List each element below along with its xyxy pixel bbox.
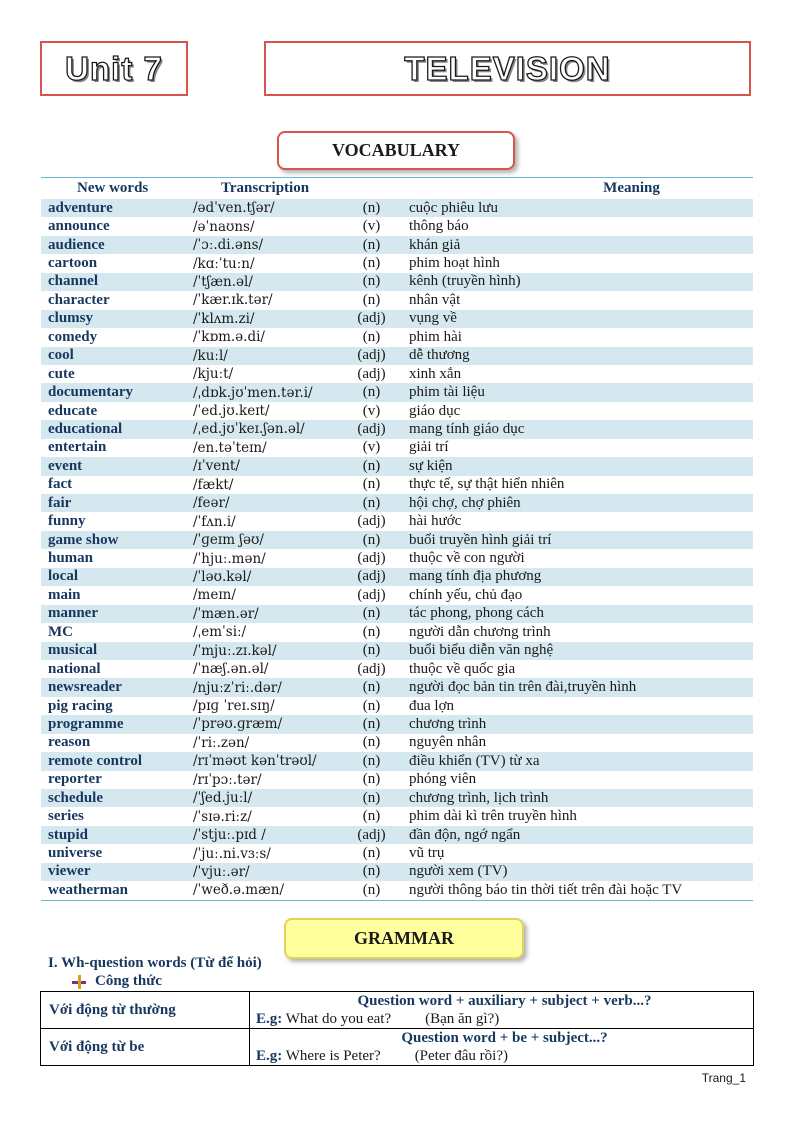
- vocab-word: stupid: [48, 826, 89, 843]
- vocab-pos: (adj): [357, 365, 386, 382]
- vocab-transcription: /ˈsɪə.riːz/: [193, 808, 252, 825]
- vocab-transcription: /ˈfʌn.i/: [193, 513, 236, 530]
- vocab-row: [41, 678, 753, 696]
- vocab-word: announce: [48, 218, 110, 235]
- vocab-word: comedy: [48, 328, 98, 345]
- vocab-row: [41, 605, 753, 623]
- vocab-transcription: /ˈɡeɪm ʃəʊ/: [193, 532, 264, 549]
- vocab-transcription: /kuːl/: [193, 347, 228, 364]
- vocab-meaning: đần độn, ngớ ngẩn: [409, 826, 521, 843]
- vocab-transcription: /fækt/: [193, 476, 234, 493]
- vocab-word: newsreader: [48, 679, 122, 696]
- vocab-meaning: người thông báo tin thời tiết trên đài hoặc TV: [409, 881, 683, 898]
- vocab-row: [41, 512, 753, 530]
- vocab-pos: (n): [362, 734, 381, 751]
- vocab-meaning: khán giả: [409, 236, 461, 253]
- vocab-meaning: buổi biểu diễn văn nghệ: [409, 642, 554, 659]
- vocab-pos: (adj): [357, 660, 386, 677]
- grammar-row-label: Với động từ be: [41, 1029, 250, 1066]
- vocab-pos: (n): [362, 845, 381, 862]
- vocab-word: reason: [48, 734, 91, 751]
- vocab-word: main: [48, 586, 81, 603]
- wh-question-heading: I. Wh-question words (Từ để hỏi): [48, 955, 262, 971]
- grammar-formula: Question word + auxiliary + subject + verb...?: [357, 993, 652, 1009]
- vocab-row: [41, 365, 753, 383]
- vocab-meaning: thuộc về quốc gia: [409, 660, 516, 677]
- unit-box: [40, 41, 188, 96]
- vocab-transcription: /ˌemˈsiː/: [193, 624, 247, 641]
- vocab-row: [41, 549, 753, 567]
- vocab-meaning: chính yếu, chủ đạo: [409, 586, 523, 603]
- vocab-pos: (n): [362, 605, 381, 622]
- vocab-pos: (v): [362, 218, 381, 235]
- grammar-row-label: Với động từ thường: [41, 992, 250, 1029]
- grammar-example: E.g: Where is Peter? (Peter đâu rồi?): [256, 1048, 508, 1064]
- vocab-transcription: /ˌdɒk.jʊˈmen.tər.i/: [193, 384, 313, 401]
- grammar-row: [41, 1029, 754, 1066]
- vocab-transcription: /ɪˈvent/: [193, 458, 240, 475]
- col-new-words: New words: [77, 180, 149, 196]
- vocab-meaning: mang tính địa phương: [409, 568, 542, 585]
- vocab-transcription: /ˈprəʊ.ɡræm/: [193, 716, 283, 733]
- vocab-meaning: tác phong, phong cách: [409, 605, 544, 622]
- vocab-row: [41, 568, 753, 586]
- vocab-row: [41, 328, 753, 346]
- vocab-meaning: phóng viên: [409, 771, 477, 788]
- vocab-pos: (adj): [357, 310, 386, 327]
- vocab-word: musical: [48, 642, 98, 659]
- grammar-row: [41, 992, 754, 1029]
- vocab-transcription: /ˈriː.zən/: [193, 734, 250, 751]
- plus-bullet-icon: [72, 975, 86, 989]
- vocab-transcription: /ˈləʊ.kəl/: [193, 568, 252, 585]
- vocab-row: [41, 383, 753, 401]
- vocab-row: [41, 715, 753, 733]
- vocab-word: series: [48, 808, 84, 825]
- vocab-pos: (n): [362, 328, 381, 345]
- vocab-row: [41, 771, 753, 789]
- vocab-word: cute: [48, 365, 75, 382]
- vocab-word: character: [48, 291, 110, 308]
- vocab-row: [41, 844, 753, 862]
- vocab-pos: (n): [362, 457, 381, 474]
- vocab-meaning: chương trình, lịch trình: [409, 789, 549, 806]
- vocab-pos: (n): [362, 771, 381, 788]
- vocab-meaning: người dẫn chương trình: [409, 623, 551, 640]
- vocab-word: local: [48, 568, 78, 585]
- vocab-word: event: [48, 457, 83, 474]
- vocab-row: [41, 586, 753, 604]
- vocab-meaning: mang tính giáo dục: [409, 420, 525, 437]
- vocab-word: documentary: [48, 384, 133, 401]
- vocab-row: [41, 291, 753, 309]
- vocab-word: cool: [48, 347, 74, 364]
- vocab-transcription: /rɪˈməʊt kənˈtrəʊl/: [193, 753, 317, 770]
- vocab-pos: (n): [362, 808, 381, 825]
- vocab-row: [41, 734, 753, 752]
- page-number: Trang_1: [701, 1071, 746, 1085]
- vocab-row: [41, 789, 753, 807]
- vocab-word: fact: [48, 476, 73, 493]
- vocab-meaning: đua lợn: [409, 697, 455, 714]
- vocab-transcription: /njuːzˈriː.dər/: [193, 679, 282, 696]
- vocab-row: [41, 217, 753, 235]
- vocab-transcription: /meɪn/: [193, 587, 236, 604]
- vocab-pos: (n): [362, 255, 381, 272]
- vocab-row: [41, 881, 753, 899]
- vocab-word: human: [48, 550, 94, 567]
- vocab-meaning: điều khiển (TV) từ xa: [409, 752, 540, 769]
- vocabulary-header-row: [41, 178, 753, 199]
- vocabulary-table: [41, 177, 753, 901]
- vocab-transcription: /kjuːt/: [193, 366, 234, 383]
- vocab-row: [41, 623, 753, 641]
- vocab-word: programme: [48, 715, 124, 732]
- vocab-row: [41, 347, 753, 365]
- vocab-row: [41, 439, 753, 457]
- vocab-meaning: vụng về: [409, 310, 457, 327]
- vocab-row: [41, 826, 753, 844]
- vocab-row: [41, 863, 753, 881]
- vocabulary-body: [41, 199, 753, 900]
- vocab-meaning: người đọc bản tin trên đài,truyền hình: [409, 679, 637, 696]
- col-transcription: Transcription: [221, 180, 310, 196]
- vocab-meaning: phim dài kì trên truyền hình: [409, 808, 577, 825]
- vocab-row: [41, 807, 753, 825]
- vocabulary-heading: VOCABULARY: [277, 131, 515, 170]
- vocab-meaning: dễ thương: [409, 347, 470, 364]
- vocab-transcription: /en.təˈteɪn/: [193, 439, 267, 456]
- vocab-transcription: /kɑːˈtuːn/: [193, 255, 255, 272]
- vocab-meaning: thực tế, sự thật hiển nhiên: [409, 476, 565, 493]
- vocab-row: [41, 752, 753, 770]
- vocab-row: [41, 236, 753, 254]
- vocab-meaning: xinh xắn: [409, 365, 462, 382]
- vocab-meaning: người xem (TV): [409, 863, 508, 880]
- vocab-meaning: giải trí: [409, 439, 449, 456]
- vocab-transcription: /pɪɡ ˈreɪ.sɪŋ/: [193, 698, 275, 715]
- vocab-row: [41, 402, 753, 420]
- vocab-pos: (v): [362, 402, 381, 419]
- vocab-pos: (n): [362, 494, 381, 511]
- vocab-meaning: buổi truyền hình giải trí: [409, 531, 552, 548]
- vocab-word: adventure: [48, 199, 113, 216]
- vocab-word: clumsy: [48, 310, 93, 327]
- vocab-word: game show: [48, 531, 119, 548]
- vocab-meaning: nguyên nhân: [409, 734, 487, 751]
- vocab-meaning: giáo dục: [409, 402, 461, 419]
- vocab-row: [41, 494, 753, 512]
- vocab-pos: (adj): [357, 420, 386, 437]
- vocab-word: pig racing: [48, 697, 113, 714]
- vocab-row: [41, 420, 753, 438]
- vocab-word: funny: [48, 513, 86, 530]
- vocab-row: [41, 199, 753, 217]
- vocab-meaning: vũ trụ: [409, 845, 445, 862]
- vocab-row: [41, 531, 753, 549]
- grammar-row-content: [250, 1029, 754, 1066]
- vocab-meaning: hội chợ, chợ phiên: [409, 494, 521, 511]
- vocab-pos: (n): [362, 384, 381, 401]
- grammar-example: E.g: What do you eat? (Bạn ăn gì?): [256, 1011, 500, 1027]
- vocab-row: [41, 457, 753, 475]
- vocab-transcription: /ˈʃed.juːl/: [193, 790, 253, 807]
- vocab-transcription: /ˈhjuː.mən/: [193, 550, 266, 567]
- vocab-pos: (n): [362, 881, 381, 898]
- vocab-transcription: /ˈweð.ə.mæn/: [193, 882, 284, 899]
- vocab-word: educate: [48, 402, 98, 419]
- vocab-pos: (n): [362, 679, 381, 696]
- vocab-row: [41, 660, 753, 678]
- vocab-transcription: /ˈɔː.di.əns/: [193, 237, 264, 254]
- vocab-pos: (n): [362, 476, 381, 493]
- vocab-pos: (adj): [357, 586, 386, 603]
- vocab-word: entertain: [48, 439, 107, 456]
- vocab-meaning: hài hước: [409, 513, 462, 530]
- grammar-table: [40, 991, 754, 1066]
- vocab-row: [41, 697, 753, 715]
- vocab-pos: (n): [362, 697, 381, 714]
- vocab-word: cartoon: [48, 255, 98, 272]
- vocab-pos: (adj): [357, 826, 386, 843]
- vocab-row: [41, 254, 753, 272]
- vocab-word: remote control: [48, 752, 142, 769]
- vocab-pos: (v): [362, 439, 381, 456]
- vocab-transcription: /əˈnaʊns/: [193, 218, 255, 235]
- vocab-word: audience: [48, 236, 105, 253]
- vocab-word: channel: [48, 273, 99, 290]
- grammar-formula: Question word + be + subject...?: [401, 1030, 608, 1046]
- vocab-transcription: /ˈmæn.ər/: [193, 605, 259, 622]
- unit-label: Unit 7: [65, 49, 163, 87]
- vocab-meaning: nhân vật: [409, 291, 461, 308]
- vocab-meaning: phim hài: [409, 328, 462, 345]
- vocab-transcription: /ˈkær.ɪk.tər/: [193, 292, 273, 309]
- vocab-word: fair: [48, 494, 72, 511]
- vocab-word: viewer: [48, 863, 91, 880]
- col-meaning: Meaning: [603, 180, 660, 196]
- vocab-transcription: /ˈvjuː.ər/: [193, 863, 250, 880]
- vocab-row: [41, 476, 753, 494]
- vocab-word: MC: [48, 623, 73, 640]
- vocab-transcription: /ˈmjuː.zɪ.kəl/: [193, 642, 277, 659]
- vocab-meaning: thông báo: [409, 218, 469, 235]
- vocab-transcription: /ˈstjuː.pɪd /: [193, 827, 266, 844]
- formula-label: Công thức: [95, 973, 162, 989]
- vocab-meaning: phim tài liệu: [409, 384, 485, 401]
- vocab-row: [41, 310, 753, 328]
- vocab-word: educational: [48, 420, 123, 437]
- vocab-transcription: /ˌed.jʊˈkeɪ.ʃən.əl/: [193, 421, 305, 438]
- vocab-pos: (n): [362, 752, 381, 769]
- vocab-transcription: /ˈed.jʊ.keɪt/: [193, 403, 270, 420]
- vocab-transcription: /ədˈven.tʃər/: [193, 200, 275, 217]
- vocab-transcription: /feər/: [193, 495, 230, 512]
- vocab-meaning: cuộc phiêu lưu: [409, 199, 498, 216]
- vocab-pos: (n): [362, 863, 381, 880]
- vocab-pos: (n): [362, 273, 381, 290]
- vocab-meaning: kênh (truyền hình): [409, 273, 521, 290]
- vocab-pos: (n): [362, 623, 381, 640]
- vocab-word: reporter: [48, 771, 102, 788]
- vocab-pos: (n): [362, 531, 381, 548]
- vocab-pos: (adj): [357, 513, 386, 530]
- formula-label-line: [72, 973, 162, 990]
- vocab-transcription: /ˈjuː.ni.vɜːs/: [193, 845, 271, 862]
- vocab-pos: (n): [362, 291, 381, 308]
- title-box: [264, 41, 751, 96]
- vocab-pos: (adj): [357, 568, 386, 585]
- vocab-pos: (adj): [357, 550, 386, 567]
- unit-title: TELEVISION: [404, 49, 611, 87]
- vocab-meaning: chương trình: [409, 715, 487, 732]
- vocab-transcription: /ˈklʌm.zi/: [193, 310, 255, 327]
- grammar-row-content: [250, 992, 754, 1029]
- vocab-transcription: /ˈnæʃ.ən.əl/: [193, 661, 269, 678]
- vocab-word: universe: [48, 845, 103, 862]
- vocab-transcription: /rɪˈpɔː.tər/: [193, 771, 262, 788]
- grammar-heading: GRAMMAR: [284, 918, 524, 959]
- vocab-pos: (n): [362, 715, 381, 732]
- vocab-word: national: [48, 660, 101, 677]
- vocab-word: weatherman: [48, 881, 128, 898]
- vocab-pos: (n): [362, 642, 381, 659]
- vocab-pos: (n): [362, 199, 381, 216]
- vocab-pos: (n): [362, 789, 381, 806]
- vocab-pos: (n): [362, 236, 381, 253]
- vocab-word: schedule: [48, 789, 104, 806]
- vocab-row: [41, 273, 753, 291]
- vocab-word: manner: [48, 605, 98, 622]
- vocab-transcription: /ˈtʃæn.əl/: [193, 273, 253, 290]
- vocab-meaning: sự kiện: [409, 457, 453, 474]
- vocab-pos: (adj): [357, 347, 386, 364]
- vocab-meaning: phim hoạt hình: [409, 255, 500, 272]
- vocab-meaning: thuộc về con người: [409, 550, 525, 567]
- vocab-transcription: /ˈkɒm.ə.di/: [193, 329, 265, 346]
- vocab-row: [41, 642, 753, 660]
